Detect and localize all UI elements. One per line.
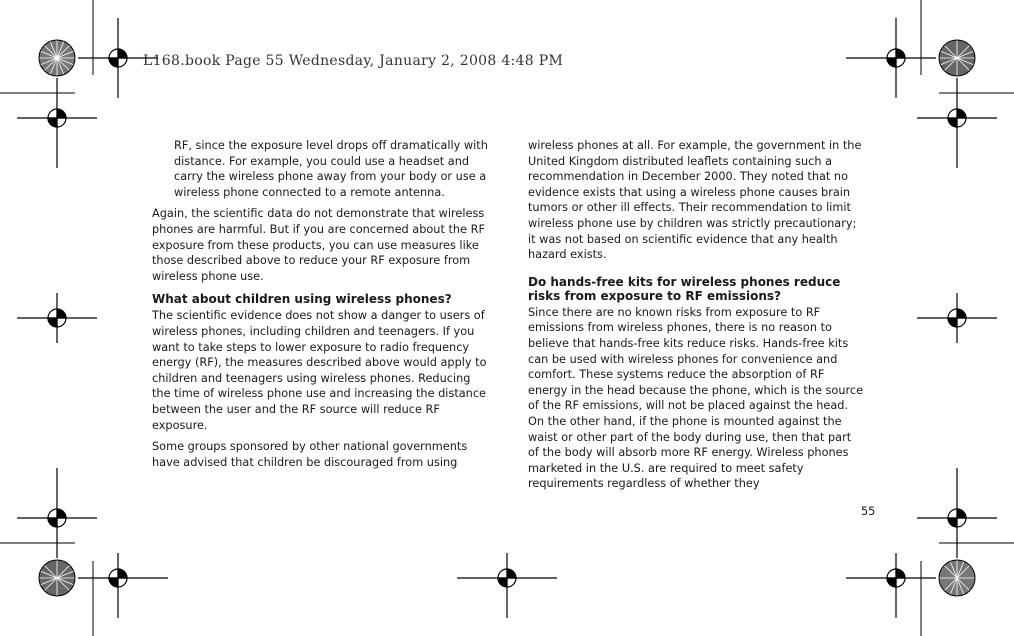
- section-heading: Do hands-free kits for wireless phones reduce risks from exposure to RF emissions?: [528, 274, 841, 303]
- paragraph: Since there are no known risks from exposure to RF emissions from wireless phones, there is no reason to believe that hands-free kits reduce risks. Hands-free kits can be used with wireless phones for convenience and comfort. These systems reduce the absorption of RF energy in the head because the phone, which is the source of the RF emissions, will not be placed against the head. On the other hand, if the phone is mounted against the waist or other part of the body during use, then that part of the body will absorb more RF energy. Wireless phones marketed in the U.S. are required to meet safety requirements regardless of whether they: [528, 305, 864, 491]
- continued-bullet-text: RF, since the exposure level drops off dramatically with distance. For example, you could use a headset and carry the wireless phone away from your body or use a wireless phone connected to a remote antenna.: [174, 139, 488, 199]
- paragraph: The scientific evidence does not show a danger to users of wireless phones, including children and teenagers. If you want to take steps to lower exposure to radio frequency energy (RF), the measures described above would apply to children and teenagers using wireless phones. Reducing the time of wireless phone use and increasing the distance between the user and the RF source will reduce RF exposure.: [152, 309, 487, 432]
- paragraph: wireless phones at all. For example, the government in the United Kingdom distributed leaflets containing such a recommendation in December 2000. They noted that no evidence exists that using a wireless phone causes brain tumors or other ill effects. Their recommendation to limit wireless phone use by children was strictly precautionary; it was not based on scientific evidence that any health hazard exists.: [528, 139, 862, 262]
- book-header: L168.book Page 55 Wednesday, January 2, 2008 4:48 PM: [143, 53, 564, 69]
- paragraph: Again, the scientific data do not demonstrate that wireless phones are harmful. But if you are concerned about the RF exposure from these products, you can use measures like those described above to reduce your RF exposure from wireless phone use.: [152, 207, 485, 283]
- section-heading: What about children using wireless phones?: [152, 292, 452, 307]
- paragraph: Some groups sponsored by other national governments have advised that children be discouraged from using: [152, 440, 468, 469]
- page-number: 55: [861, 505, 876, 518]
